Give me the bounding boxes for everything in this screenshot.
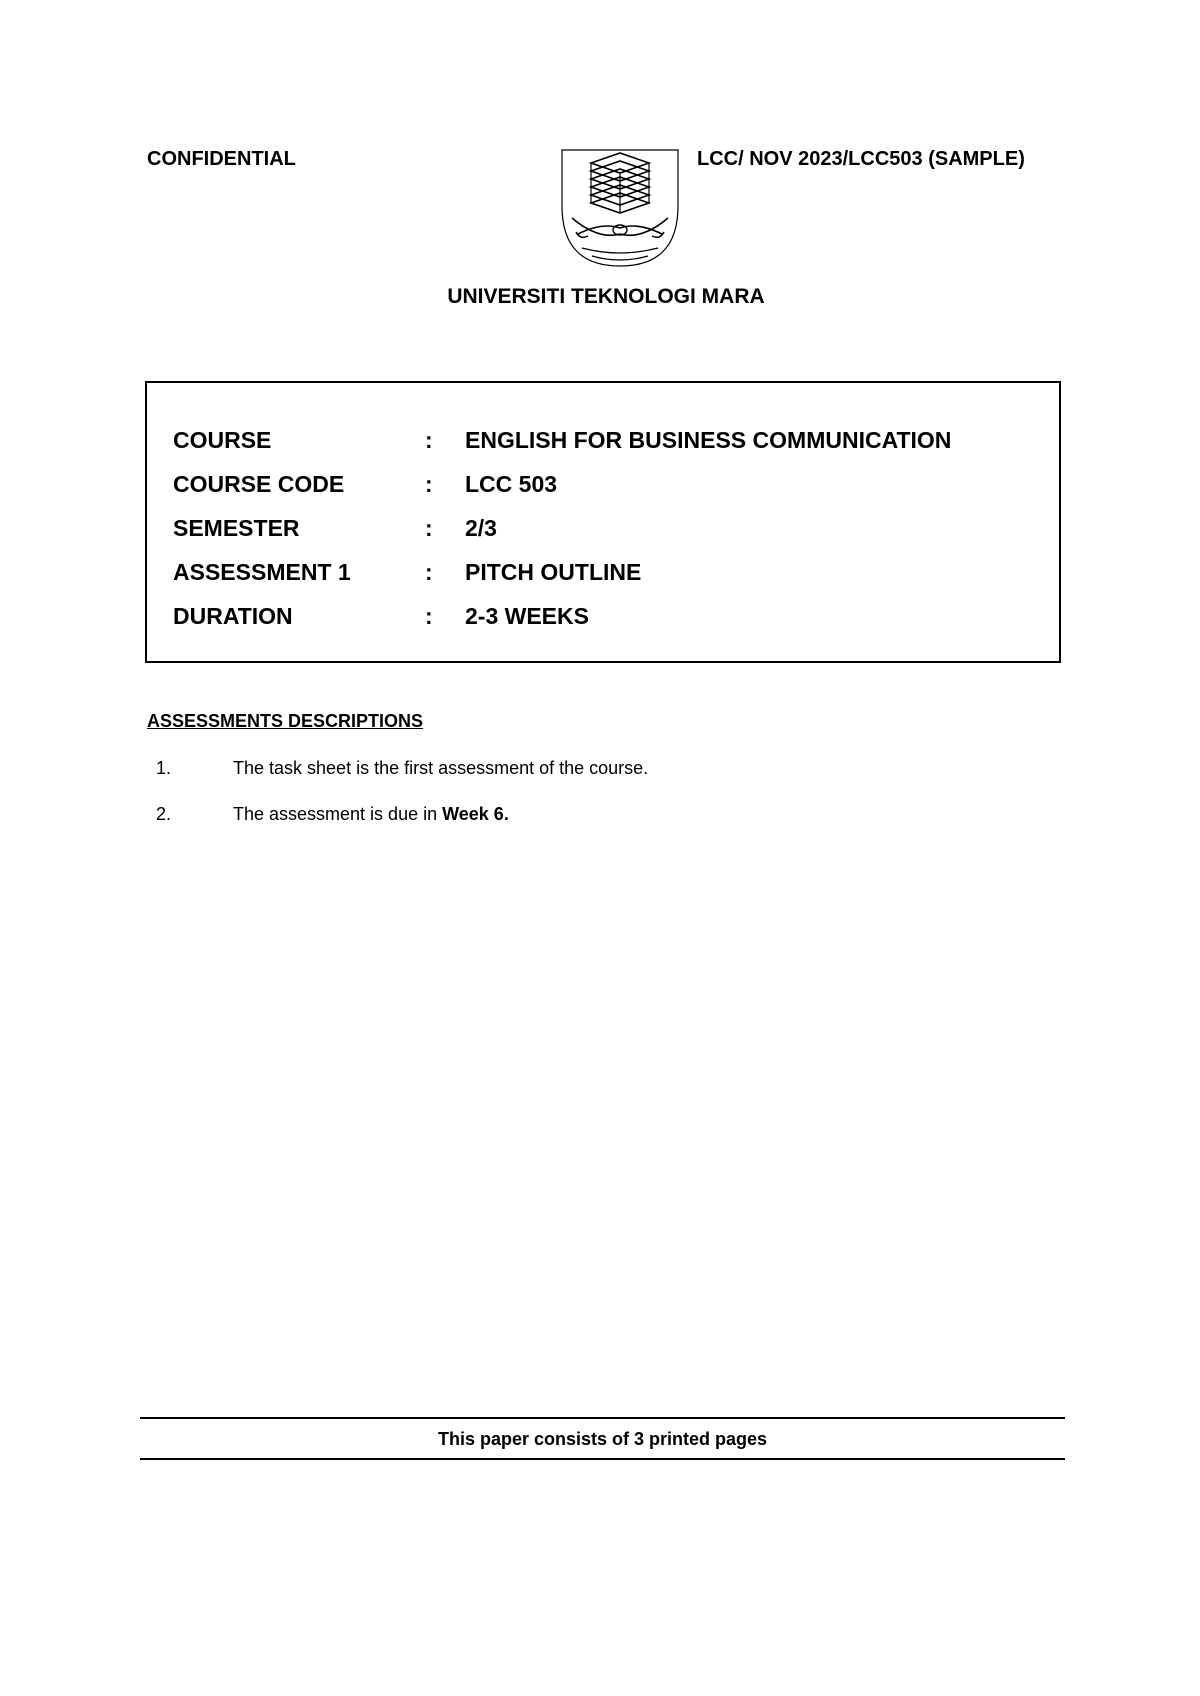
- confidential-label: CONFIDENTIAL: [147, 148, 296, 170]
- item-text-plain: The assessment is due in: [233, 804, 443, 824]
- info-label: COURSE CODE: [173, 471, 345, 497]
- info-value: ENGLISH FOR BUSINESS COMMUNICATION: [465, 427, 952, 453]
- info-row-semester: [147, 513, 1059, 543]
- footer-bottom-rule: [140, 1458, 1065, 1460]
- info-separator: :: [425, 559, 433, 585]
- university-name: UNIVERSITI TEKNOLOGI MARA: [447, 285, 765, 308]
- info-value: PITCH OUTLINE: [465, 559, 642, 585]
- info-value: 2/3: [465, 515, 497, 541]
- info-value: 2-3 WEEKS: [465, 603, 589, 629]
- list-item: [156, 757, 856, 779]
- item-number: 1.: [156, 758, 172, 778]
- info-separator: :: [425, 427, 433, 453]
- info-separator: :: [425, 515, 433, 541]
- item-text: The task sheet is the first assessment of the course.: [233, 758, 649, 778]
- course-info-box: [145, 381, 1061, 663]
- info-label: ASSESSMENT 1: [173, 559, 351, 585]
- info-separator: :: [425, 471, 433, 497]
- info-row-course-code: [147, 469, 1059, 499]
- info-label: DURATION: [173, 603, 293, 629]
- page-count-note: This paper consists of 3 printed pages: [437, 1429, 768, 1449]
- info-row-course: [147, 425, 1059, 455]
- due-week: Week 6.: [442, 804, 509, 824]
- info-row-assessment: [147, 557, 1059, 587]
- info-value: LCC 503: [465, 471, 558, 497]
- descriptions-heading: ASSESSMENTS DESCRIPTIONS: [147, 711, 424, 731]
- info-label: COURSE: [173, 427, 272, 453]
- info-label: SEMESTER: [173, 515, 300, 541]
- university-crest-icon: [558, 148, 682, 268]
- info-separator: :: [425, 603, 433, 629]
- item-text: [233, 803, 509, 825]
- list-item: [156, 803, 856, 825]
- item-number: 2.: [156, 804, 172, 824]
- paper-reference-code: LCC/ NOV 2023/LCC503 (SAMPLE): [697, 148, 1025, 170]
- info-row-duration: [147, 601, 1059, 631]
- footer-top-rule: [140, 1417, 1065, 1419]
